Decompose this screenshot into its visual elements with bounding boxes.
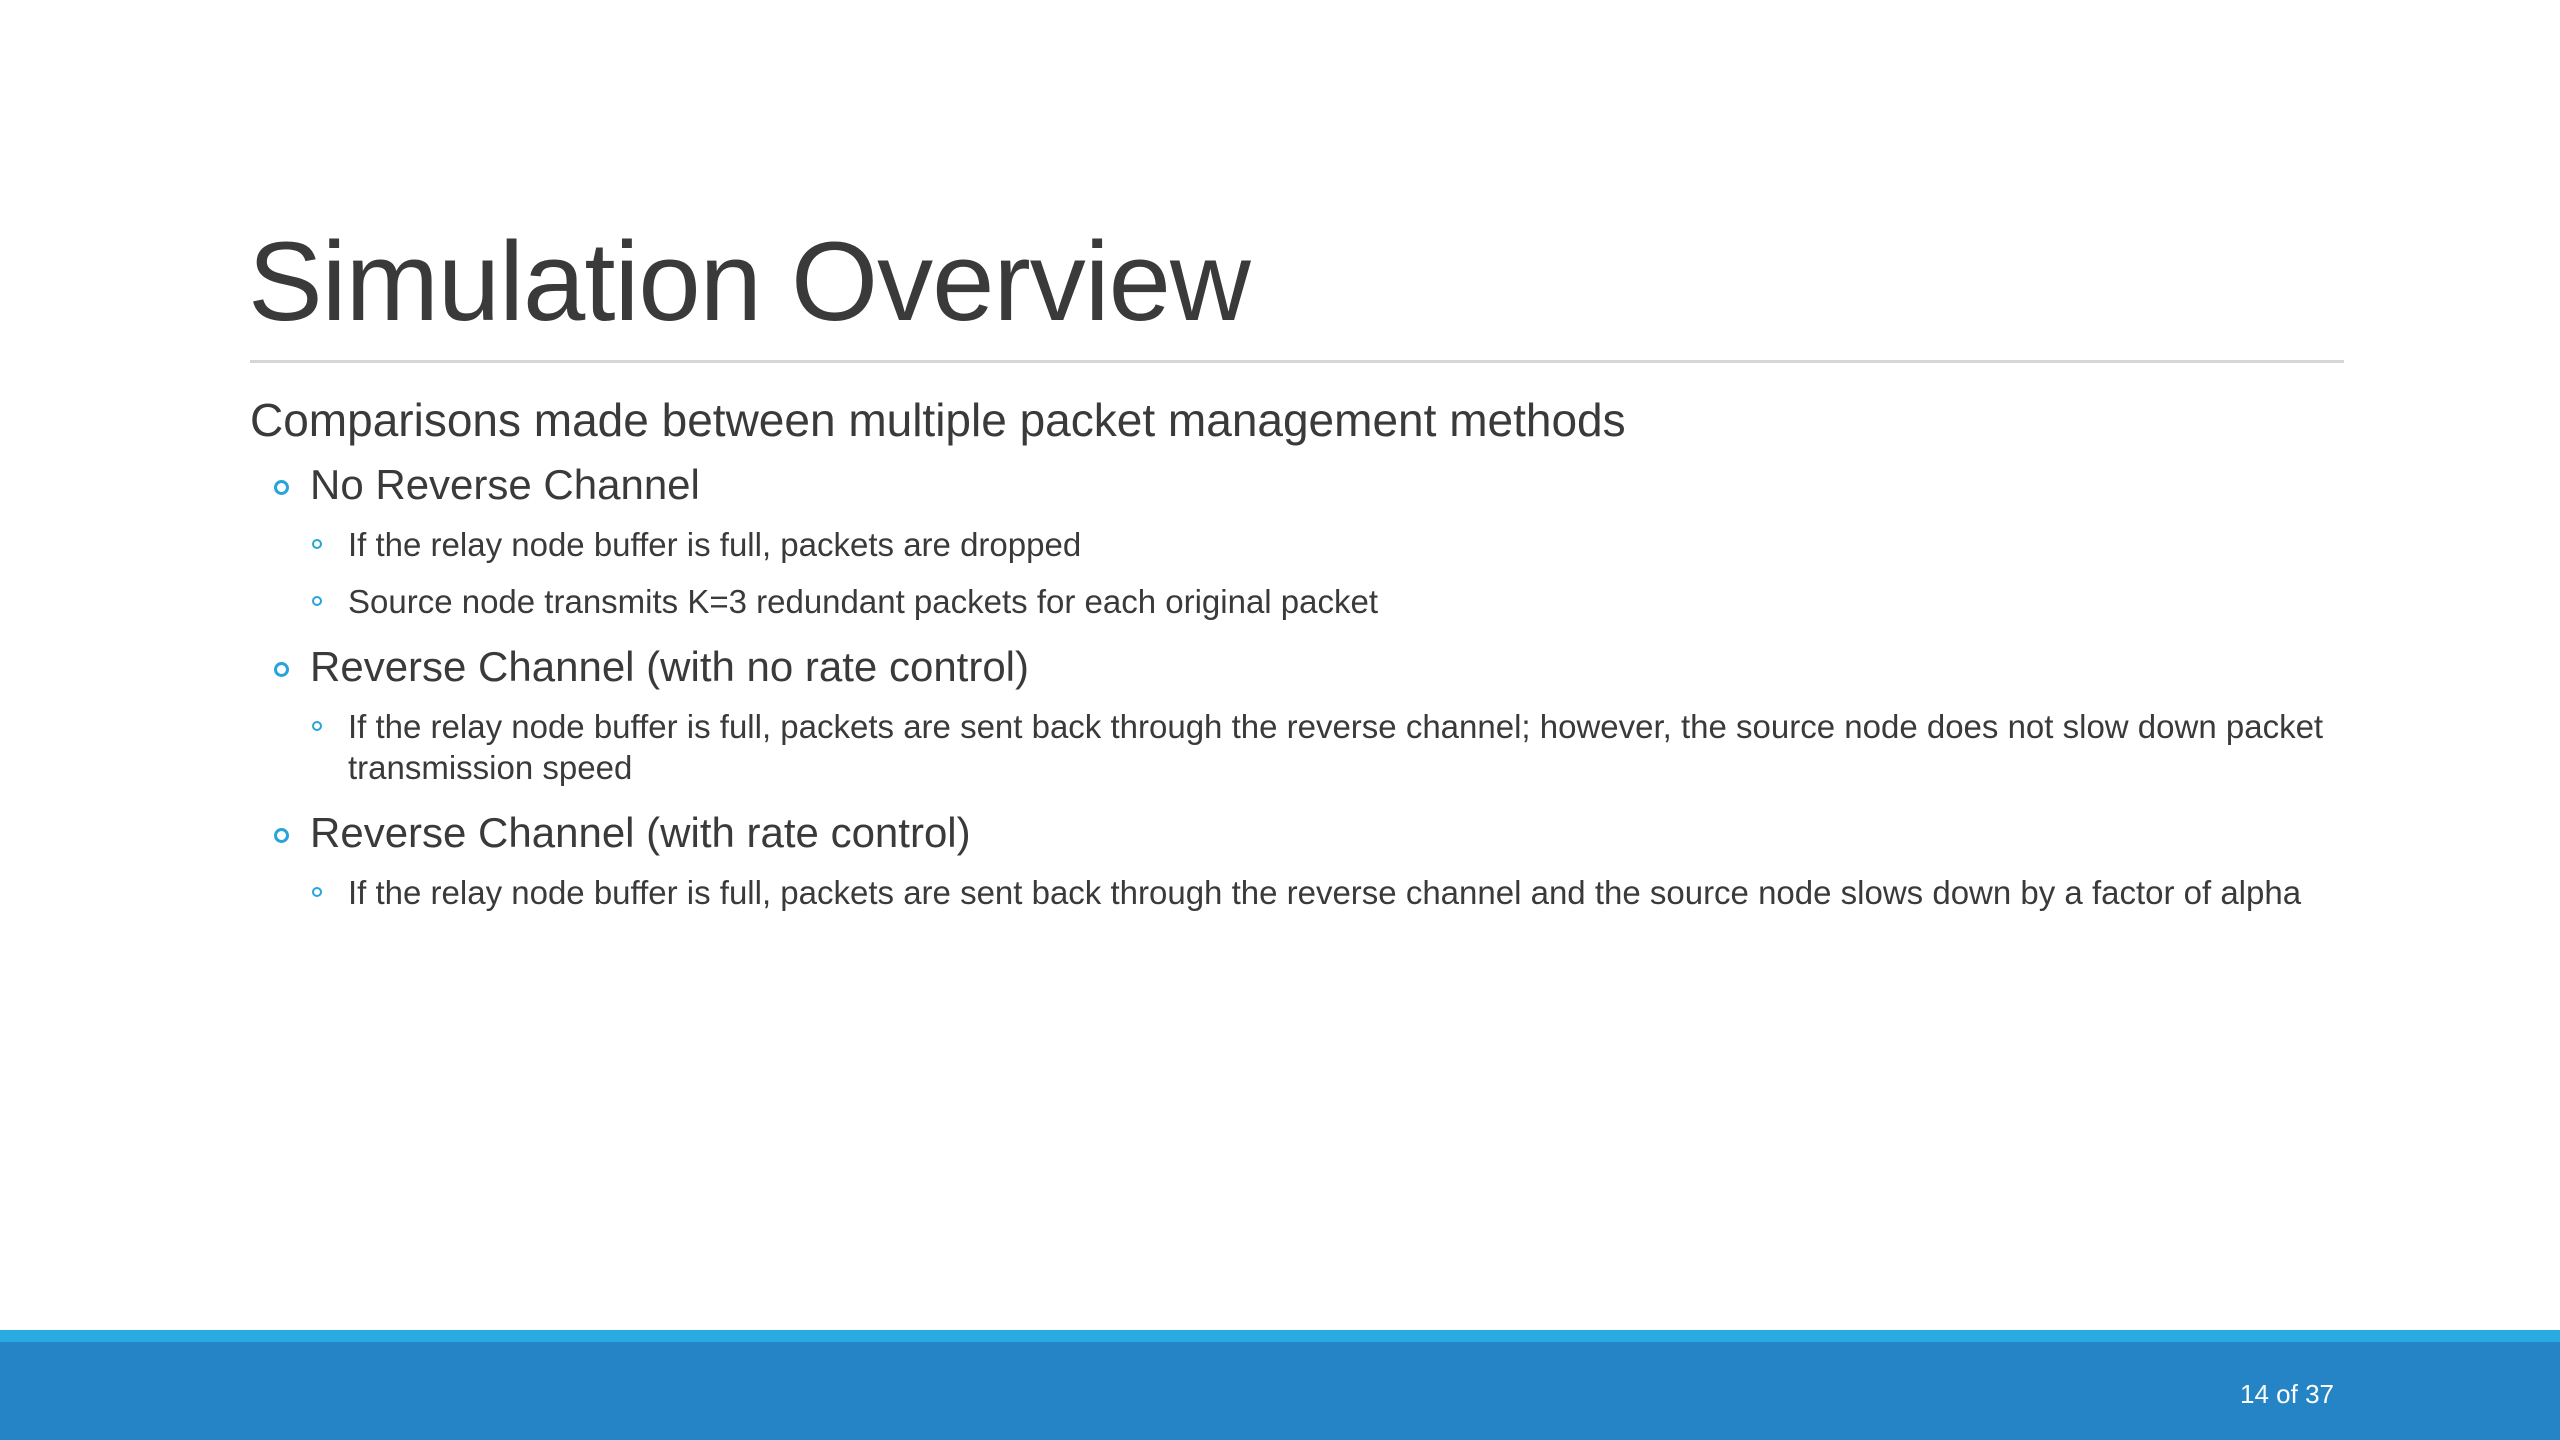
bullet-level1-reverse-channel-no-rate-control (250, 638, 2360, 696)
footer-bar (0, 1342, 2560, 1440)
bullet-level2-item (250, 872, 2360, 913)
circle-bullet-icon (274, 480, 289, 495)
footer-accent-stripe (0, 1330, 2560, 1342)
page-number: 14 of 37 (2240, 1379, 2334, 1409)
circle-bullet-icon (312, 721, 322, 731)
bullet-level2-text: If the relay node buffer is full, packets are dropped (348, 526, 1082, 563)
bullet-level2-text: If the relay node buffer is full, packets are sent back through the reverse channel and the source node slows down by a factor of alpha (348, 874, 2302, 911)
circle-bullet-icon (312, 596, 322, 606)
title-divider (250, 360, 2344, 363)
slide-content (250, 390, 2360, 929)
lead-text: Comparisons made between multiple packet management methods (250, 394, 1626, 446)
slide-title: Simulation Overview (248, 219, 1250, 344)
bullet-level2-text: If the relay node buffer is full, packets are sent back through the reverse channel; however, the source node does not slow down packet transmission speed (348, 708, 2324, 786)
bullet-level1-text: Reverse Channel (with rate control) (310, 809, 971, 856)
bullet-level2-text: Source node transmits K=3 redundant packets for each original packet (348, 583, 1379, 620)
bullet-level2-item (250, 524, 2360, 565)
bullet-level2-item (250, 581, 2360, 622)
bullet-level1-no-reverse-channel (250, 456, 2360, 514)
circle-bullet-icon (274, 828, 289, 843)
circle-bullet-icon (312, 539, 322, 549)
bullet-level1-reverse-channel-rate-control (250, 804, 2360, 862)
bullet-level2-item (250, 706, 2360, 788)
circle-bullet-icon (312, 887, 322, 897)
circle-bullet-icon (274, 662, 289, 677)
bullet-level1-text: No Reverse Channel (310, 461, 700, 508)
bullet-level1-text: Reverse Channel (with no rate control) (310, 643, 1030, 690)
